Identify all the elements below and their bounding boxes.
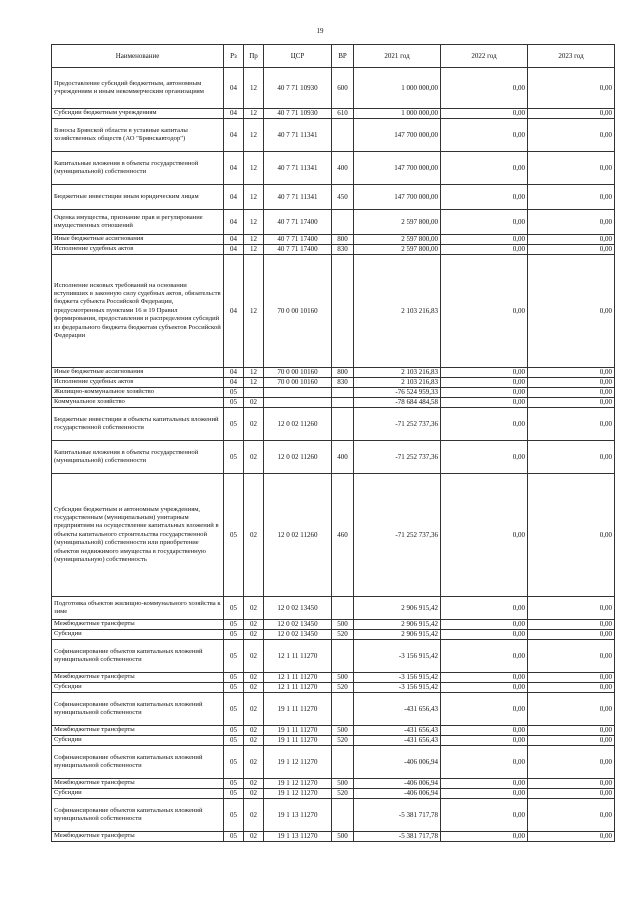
cell-2021: -76 524 959,33: [354, 388, 441, 398]
header-vr: ВР: [332, 45, 354, 68]
table-row: [52, 693, 615, 726]
table-row: [52, 789, 615, 799]
cell-csr: [264, 388, 332, 398]
cell-vr: 600: [332, 68, 354, 109]
cell-2021: 2 906 915,42: [354, 630, 441, 640]
cell-2022: 0,00: [441, 630, 528, 640]
cell-rz: 05: [224, 630, 244, 640]
cell-2022: 0,00: [441, 68, 528, 109]
cell-2023: 0,00: [528, 736, 615, 746]
cell-rz: 04: [224, 152, 244, 185]
cell-vr: 520: [332, 683, 354, 693]
cell-name: Софинансирование объектов капитальных вложений муниципальной собственности: [52, 640, 224, 673]
cell-2021: 1 000 000,00: [354, 109, 441, 119]
cell-2021: -3 156 915,42: [354, 640, 441, 673]
cell-2022: 0,00: [441, 726, 528, 736]
cell-2021: -71 252 737,36: [354, 408, 441, 441]
cell-rz: 04: [224, 109, 244, 119]
cell-name: Капитальные вложения в объекты государственной (муниципальной) собственности: [52, 441, 224, 474]
cell-name: Межбюджетные трансферты: [52, 779, 224, 789]
cell-vr: [332, 398, 354, 408]
cell-name: Софинансирование объектов капитальных вложений муниципальной собственности: [52, 746, 224, 779]
cell-vr: [332, 693, 354, 726]
header-2023: 2023 год: [528, 45, 615, 68]
cell-vr: [332, 408, 354, 441]
cell-2022: 0,00: [441, 673, 528, 683]
cell-2022: 0,00: [441, 620, 528, 630]
cell-csr: 19 1 12 11270: [264, 789, 332, 799]
cell-2021: 2 597 800,00: [354, 235, 441, 245]
cell-csr: 12 1 11 11270: [264, 683, 332, 693]
cell-name: Субсидии бюджетным учреждениям: [52, 109, 224, 119]
table-row: [52, 779, 615, 789]
table-row: [52, 388, 615, 398]
cell-2022: 0,00: [441, 597, 528, 620]
cell-2022: 0,00: [441, 408, 528, 441]
cell-vr: [332, 597, 354, 620]
cell-2022: 0,00: [441, 245, 528, 255]
cell-2021: 2 103 216,83: [354, 255, 441, 368]
cell-rz: 05: [224, 408, 244, 441]
cell-rz: 05: [224, 474, 244, 597]
cell-pr: 02: [244, 640, 264, 673]
cell-pr: 02: [244, 597, 264, 620]
table-row: [52, 255, 615, 368]
cell-2021: -431 656,43: [354, 726, 441, 736]
cell-2022: 0,00: [441, 799, 528, 832]
header-rz: Рз: [224, 45, 244, 68]
cell-csr: 40 7 71 10930: [264, 109, 332, 119]
cell-pr: 12: [244, 119, 264, 152]
cell-vr: 500: [332, 620, 354, 630]
table-row: [52, 398, 615, 408]
cell-rz: 05: [224, 597, 244, 620]
cell-2021: 2 906 915,42: [354, 597, 441, 620]
cell-vr: 460: [332, 474, 354, 597]
cell-pr: 02: [244, 441, 264, 474]
cell-csr: 19 1 11 11270: [264, 726, 332, 736]
table-row: [52, 152, 615, 185]
cell-name: Предоставление субсидий бюджетным, автономным учреждениям и иным некоммерческим организациям: [52, 68, 224, 109]
cell-pr: 12: [244, 255, 264, 368]
table-row: [52, 630, 615, 640]
cell-rz: 05: [224, 693, 244, 726]
cell-pr: 02: [244, 673, 264, 683]
cell-vr: 830: [332, 378, 354, 388]
cell-pr: 12: [244, 68, 264, 109]
cell-pr: 02: [244, 726, 264, 736]
cell-2023: 0,00: [528, 789, 615, 799]
header-row: [52, 45, 615, 68]
cell-2023: 0,00: [528, 799, 615, 832]
table-row: [52, 408, 615, 441]
cell-pr: 02: [244, 620, 264, 630]
header-2022: 2022 год: [441, 45, 528, 68]
cell-rz: 04: [224, 255, 244, 368]
cell-vr: 800: [332, 235, 354, 245]
cell-2022: 0,00: [441, 388, 528, 398]
cell-csr: [264, 398, 332, 408]
cell-csr: 70 0 00 10160: [264, 378, 332, 388]
cell-2023: 0,00: [528, 109, 615, 119]
cell-rz: 05: [224, 746, 244, 779]
cell-pr: 02: [244, 799, 264, 832]
cell-vr: [332, 640, 354, 673]
cell-name: Межбюджетные трансферты: [52, 673, 224, 683]
cell-2021: -406 006,94: [354, 779, 441, 789]
cell-2023: 0,00: [528, 597, 615, 620]
cell-name: Субсидии: [52, 630, 224, 640]
cell-2021: -5 381 717,78: [354, 799, 441, 832]
cell-name: Софинансирование объектов капитальных вложений муниципальной собственности: [52, 799, 224, 832]
cell-2023: 0,00: [528, 673, 615, 683]
cell-name: Межбюджетные трансферты: [52, 832, 224, 842]
cell-rz: 05: [224, 726, 244, 736]
cell-rz: 05: [224, 388, 244, 398]
table-row: [52, 119, 615, 152]
cell-rz: 04: [224, 235, 244, 245]
table-body: [52, 68, 615, 842]
cell-2022: 0,00: [441, 185, 528, 210]
cell-pr: 12: [244, 185, 264, 210]
cell-2021: -3 156 915,42: [354, 673, 441, 683]
cell-2023: 0,00: [528, 726, 615, 736]
cell-csr: 70 0 00 10160: [264, 255, 332, 368]
cell-csr: 12 0 02 13450: [264, 597, 332, 620]
cell-2022: 0,00: [441, 255, 528, 368]
table-row: [52, 474, 615, 597]
cell-2021: 2 597 800,00: [354, 210, 441, 235]
table-row: [52, 185, 615, 210]
cell-2022: 0,00: [441, 789, 528, 799]
cell-vr: [332, 210, 354, 235]
cell-csr: 19 1 13 11270: [264, 799, 332, 832]
cell-vr: 450: [332, 185, 354, 210]
cell-pr: 12: [244, 235, 264, 245]
cell-2023: 0,00: [528, 630, 615, 640]
cell-name: Иные бюджетные ассигнования: [52, 235, 224, 245]
cell-2023: 0,00: [528, 368, 615, 378]
cell-2022: 0,00: [441, 640, 528, 673]
cell-2021: 147 700 000,00: [354, 152, 441, 185]
cell-name: Исполнение судебных актов: [52, 378, 224, 388]
cell-2023: 0,00: [528, 245, 615, 255]
cell-2023: 0,00: [528, 388, 615, 398]
header-2021: 2021 год: [354, 45, 441, 68]
cell-csr: 12 0 02 13450: [264, 630, 332, 640]
cell-rz: 05: [224, 398, 244, 408]
table-row: [52, 368, 615, 378]
cell-2022: 0,00: [441, 746, 528, 779]
cell-rz: 04: [224, 185, 244, 210]
table-row: [52, 736, 615, 746]
cell-rz: 05: [224, 683, 244, 693]
cell-2023: 0,00: [528, 441, 615, 474]
cell-vr: 500: [332, 779, 354, 789]
cell-rz: 05: [224, 736, 244, 746]
table-row: [52, 68, 615, 109]
cell-2022: 0,00: [441, 368, 528, 378]
cell-2023: 0,00: [528, 255, 615, 368]
cell-vr: [332, 255, 354, 368]
table-row: [52, 673, 615, 683]
cell-2021: -431 656,43: [354, 736, 441, 746]
cell-rz: 04: [224, 368, 244, 378]
cell-pr: 02: [244, 693, 264, 726]
cell-csr: 12 0 02 11260: [264, 474, 332, 597]
cell-vr: [332, 119, 354, 152]
cell-name: Коммунальное хозяйство: [52, 398, 224, 408]
cell-pr: 02: [244, 398, 264, 408]
cell-pr: 02: [244, 746, 264, 779]
table-row: [52, 620, 615, 630]
cell-name: Субсидии: [52, 683, 224, 693]
cell-2022: 0,00: [441, 119, 528, 152]
cell-2023: 0,00: [528, 408, 615, 441]
cell-2022: 0,00: [441, 398, 528, 408]
header-name: Наименование: [52, 45, 224, 68]
cell-2022: 0,00: [441, 441, 528, 474]
cell-rz: 05: [224, 832, 244, 842]
cell-csr: 12 1 11 11270: [264, 640, 332, 673]
cell-2023: 0,00: [528, 832, 615, 842]
cell-vr: 610: [332, 109, 354, 119]
table-row: [52, 245, 615, 255]
cell-2023: 0,00: [528, 779, 615, 789]
cell-rz: 05: [224, 441, 244, 474]
cell-pr: 12: [244, 245, 264, 255]
table-row: [52, 832, 615, 842]
cell-pr: 12: [244, 368, 264, 378]
cell-vr: 520: [332, 630, 354, 640]
cell-rz: 04: [224, 210, 244, 235]
cell-2021: -78 684 484,58: [354, 398, 441, 408]
cell-vr: [332, 388, 354, 398]
cell-2023: 0,00: [528, 746, 615, 779]
cell-2022: 0,00: [441, 693, 528, 726]
cell-2021: -406 006,94: [354, 789, 441, 799]
cell-2022: 0,00: [441, 210, 528, 235]
cell-name: Исполнение исковых требований на основании вступивших в законную силу судебных актов, обязательств бюджета субъекта Российской Федерации, предусмотренных пунктами 16 и 19 Правил формирования, предоставления и распределения субсидий из федерального бюджета бюджетам субъектов Российской Федерации: [52, 255, 224, 368]
cell-name: Межбюджетные трансферты: [52, 620, 224, 630]
cell-2022: 0,00: [441, 736, 528, 746]
cell-2023: 0,00: [528, 119, 615, 152]
cell-2021: 147 700 000,00: [354, 119, 441, 152]
cell-name: Исполнение судебных актов: [52, 245, 224, 255]
table-row: [52, 441, 615, 474]
cell-csr: 40 7 71 17400: [264, 210, 332, 235]
cell-2022: 0,00: [441, 779, 528, 789]
cell-rz: 05: [224, 779, 244, 789]
cell-2022: 0,00: [441, 474, 528, 597]
cell-vr: 800: [332, 368, 354, 378]
table-row: [52, 235, 615, 245]
cell-csr: 40 7 71 11341: [264, 185, 332, 210]
cell-vr: 830: [332, 245, 354, 255]
cell-2022: 0,00: [441, 152, 528, 185]
cell-pr: 02: [244, 630, 264, 640]
cell-rz: 04: [224, 119, 244, 152]
cell-name: Межбюджетные трансферты: [52, 726, 224, 736]
cell-vr: 400: [332, 441, 354, 474]
cell-csr: 19 1 12 11270: [264, 779, 332, 789]
cell-rz: 04: [224, 245, 244, 255]
cell-rz: 05: [224, 789, 244, 799]
cell-2023: 0,00: [528, 185, 615, 210]
table-row: [52, 640, 615, 673]
cell-2022: 0,00: [441, 235, 528, 245]
cell-pr: 12: [244, 210, 264, 235]
cell-2023: 0,00: [528, 152, 615, 185]
cell-2021: 147 700 000,00: [354, 185, 441, 210]
cell-pr: 02: [244, 832, 264, 842]
cell-2021: -3 156 915,42: [354, 683, 441, 693]
cell-2023: 0,00: [528, 474, 615, 597]
cell-pr: 02: [244, 408, 264, 441]
cell-vr: 520: [332, 736, 354, 746]
cell-2021: 2 103 216,83: [354, 368, 441, 378]
cell-2022: 0,00: [441, 378, 528, 388]
cell-rz: 05: [224, 673, 244, 683]
cell-pr: 02: [244, 779, 264, 789]
table-row: [52, 378, 615, 388]
cell-vr: 500: [332, 673, 354, 683]
cell-2021: -5 381 717,78: [354, 832, 441, 842]
cell-vr: 400: [332, 152, 354, 185]
cell-2021: -406 006,94: [354, 746, 441, 779]
cell-2021: 2 103 216,83: [354, 378, 441, 388]
cell-2022: 0,00: [441, 832, 528, 842]
cell-2023: 0,00: [528, 398, 615, 408]
cell-csr: 19 1 12 11270: [264, 746, 332, 779]
cell-2023: 0,00: [528, 210, 615, 235]
cell-pr: 12: [244, 378, 264, 388]
cell-pr: [244, 388, 264, 398]
cell-2022: 0,00: [441, 683, 528, 693]
cell-2023: 0,00: [528, 68, 615, 109]
cell-2021: -431 656,43: [354, 693, 441, 726]
cell-name: Субсидии: [52, 736, 224, 746]
cell-csr: 40 7 71 11341: [264, 119, 332, 152]
cell-2021: -71 252 737,36: [354, 441, 441, 474]
header-pr: Пр: [244, 45, 264, 68]
cell-csr: 19 1 13 11270: [264, 832, 332, 842]
cell-csr: 12 1 11 11270: [264, 673, 332, 683]
cell-name: Бюджетные инвестиции в объекты капитальных вложений государственной собственности: [52, 408, 224, 441]
cell-2023: 0,00: [528, 235, 615, 245]
cell-name: Субсидии: [52, 789, 224, 799]
table-row: [52, 726, 615, 736]
cell-rz: 04: [224, 68, 244, 109]
cell-pr: 02: [244, 736, 264, 746]
header-csr: ЦСР: [264, 45, 332, 68]
cell-csr: 12 0 02 11260: [264, 441, 332, 474]
cell-2021: 2 597 800,00: [354, 245, 441, 255]
cell-name: Жилищно-коммунальное хозяйство: [52, 388, 224, 398]
cell-csr: 19 1 11 11270: [264, 693, 332, 726]
cell-2021: -71 252 737,36: [354, 474, 441, 597]
cell-2022: 0,00: [441, 109, 528, 119]
page-number: 19: [316, 27, 324, 35]
cell-csr: 12 0 02 13450: [264, 620, 332, 630]
cell-csr: 70 0 00 10160: [264, 368, 332, 378]
cell-name: Субсидии бюджетным и автономным учреждениям, государственным (муниципальным) унитарным предприятиям на осуществление капитальных вложений в объекты капитального строительства государственной (муниципальной) собственности или приобретение объектов недвижимого имущества в государственную (муниципальную) собственность: [52, 474, 224, 597]
cell-csr: 12 0 02 11260: [264, 408, 332, 441]
cell-csr: 40 7 71 17400: [264, 235, 332, 245]
cell-rz: 05: [224, 799, 244, 832]
cell-name: Подготовка объектов жилищно-коммунального хозяйства к зиме: [52, 597, 224, 620]
cell-csr: 19 1 11 11270: [264, 736, 332, 746]
table-row: [52, 746, 615, 779]
cell-name: Софинансирование объектов капитальных вложений муниципальной собственности: [52, 693, 224, 726]
cell-2023: 0,00: [528, 683, 615, 693]
cell-rz: 04: [224, 378, 244, 388]
cell-rz: 05: [224, 620, 244, 630]
cell-pr: 02: [244, 474, 264, 597]
cell-2023: 0,00: [528, 620, 615, 630]
cell-name: Оценка имущества, признание прав и регулирование имущественных отношений: [52, 210, 224, 235]
cell-name: Бюджетные инвестиции иным юридическим лицам: [52, 185, 224, 210]
table-row: [52, 597, 615, 620]
cell-2021: 2 906 915,42: [354, 620, 441, 630]
cell-csr: 40 7 71 10930: [264, 68, 332, 109]
cell-name: Взносы Брянской области в уставные капиталы хозяйственных обществ (АО "Брянскавтодор"): [52, 119, 224, 152]
cell-name: Капитальные вложения в объекты государственной (муниципальной) собственности: [52, 152, 224, 185]
cell-2023: 0,00: [528, 378, 615, 388]
budget-table: [51, 44, 615, 842]
cell-vr: 520: [332, 789, 354, 799]
cell-pr: 02: [244, 789, 264, 799]
cell-2021: 1 000 000,00: [354, 68, 441, 109]
cell-2023: 0,00: [528, 693, 615, 726]
cell-vr: 500: [332, 832, 354, 842]
table-row: [52, 683, 615, 693]
cell-pr: 12: [244, 109, 264, 119]
cell-pr: 02: [244, 683, 264, 693]
cell-rz: 05: [224, 640, 244, 673]
cell-vr: 500: [332, 726, 354, 736]
cell-csr: 40 7 71 17400: [264, 245, 332, 255]
table-row: [52, 799, 615, 832]
cell-pr: 12: [244, 152, 264, 185]
cell-name: Иные бюджетные ассигнования: [52, 368, 224, 378]
cell-vr: [332, 799, 354, 832]
table-row: [52, 109, 615, 119]
table-row: [52, 210, 615, 235]
cell-csr: 40 7 71 11341: [264, 152, 332, 185]
cell-vr: [332, 746, 354, 779]
cell-2023: 0,00: [528, 640, 615, 673]
